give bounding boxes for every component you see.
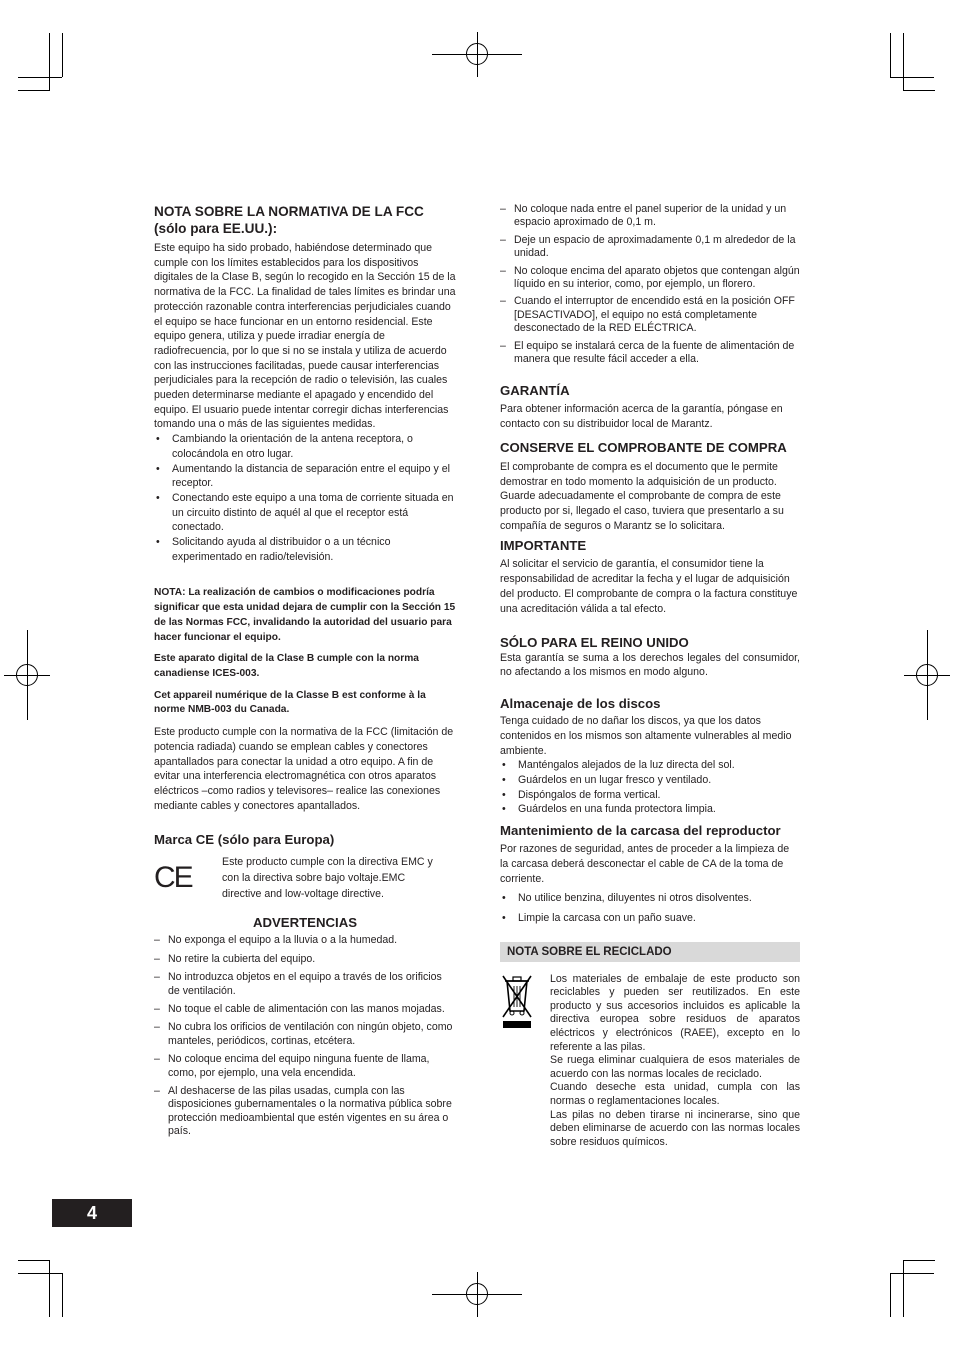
ce-block <box>154 854 456 902</box>
importante-text: Al solicitar el servicio de garantía, el consumidor tiene la responsabilidad de acreditar la fecha y el lugar de adquisición del producto. El comprobante de compra o la factura constituye una acreditación válida a tal efecto. <box>500 558 798 615</box>
discos-title: Almacenaje de los discos <box>500 696 661 712</box>
reciclado-text-3: Cuando deseche esta unidad, cumpla con las normas o reglamentaciones locales. <box>550 1081 800 1107</box>
reciclado-block <box>500 973 800 1150</box>
reino-text: Esta garantía se suma a los derechos legales del consumidor, no afectando a los mismos en modo alguno. <box>500 652 800 679</box>
reino-title: SÓLO PARA EL REINO UNIDO <box>500 635 689 651</box>
list-item: – No exponga el equipo a la lluvia o a la humedad. <box>154 934 456 947</box>
reciclado-title: NOTA SOBRE EL RECICLADO <box>500 942 800 962</box>
page-number: 4 <box>52 1199 132 1227</box>
fcc-ices: Este aparato digital de la Clase B cumple con la norma canadiense ICES-003. <box>154 653 419 679</box>
weee-bin-icon <box>500 973 550 1150</box>
reciclado-text-1: Los materiales de embalaje de este producto son reciclables y pueden ser reutilizados. En este producto y sus accesorios incluidos es aplicable la directiva europea sobre residuos de aparatos eléctricos y electrónicos (RAEE), excepto en lo referente a las pilas. <box>550 972 800 1053</box>
list-item: • Manténgalos alejados de la luz directa del sol. <box>500 758 800 773</box>
list-item: – No introduzca objetos en el equipo a través de los orificios de ventilación. <box>154 971 456 998</box>
list-item: • No utilice benzina, diluyentes ni otros disolventes. <box>500 891 800 906</box>
carcasa-title: Mantenimiento de la carcasa del reproductor <box>500 823 781 839</box>
list-item: – No toque el cable de alimentación con las manos mojadas. <box>154 1003 456 1016</box>
advertencias-list <box>154 934 456 1138</box>
right-column <box>500 203 800 1149</box>
list-item: – El equipo se instalará cerca de la fuente de alimentación de manera que resulte fácil acceder a ella. <box>500 340 800 367</box>
discos-text: Tenga cuidado de no dañar los discos, ya que los datos contenidos en los mismos son altamente vulnerables al medio ambiente. <box>500 715 792 757</box>
carcasa-text: Por razones de seguridad, antes de proceder a la limpieza de la carcasa deberá desconectar el cable de CA de la toma de corriente. <box>500 843 790 885</box>
list-item: • Limpie la carcasa con un paño suave. <box>500 911 800 926</box>
list-item: – No coloque encima del aparato objetos que contengan algún líquido en su interior, como, por ejemplo, un florero. <box>500 265 800 292</box>
list-item: – No cubra los orificios de ventilación con ningún objeto, como manteles, periódicos, cortinas, etcétera. <box>154 1021 456 1048</box>
reciclado-text-2: Se ruega eliminar cualquiera de esos materiales de acuerdo con las normas locales de reciclado. <box>550 1054 800 1080</box>
fcc-bullets <box>154 432 456 564</box>
list-item: • Aumentando la distancia de separación entre el equipo y el receptor. <box>154 462 456 491</box>
advertencias-title: ADVERTENCIAS <box>252 915 358 931</box>
ce-logo-icon: CE <box>154 861 192 895</box>
reciclado-texts <box>550 973 800 1150</box>
fcc-title: NOTA SOBRE LA NORMATIVA DE LA FCC (sólo para EE.UU.): <box>154 204 424 236</box>
ce-text: Este producto cumple con la directiva EMC y con la directiva sobre bajo voltaje.EMC directive and low-voltage directive. <box>222 856 433 901</box>
list-item: – Cuando el interruptor de encendido está en la posición OFF [DESACTIVADO], el equipo no está completamente desconectado de la RED ELÉCTRICA. <box>500 295 800 335</box>
advertencias-list-cont <box>500 203 800 366</box>
left-column <box>154 203 456 1139</box>
fcc-nota: NOTA: La realización de cambios o modificaciones podría significar que esta unidad dejara de cumplir con la Sección 15 de las Normas FCC, invalidando la autoridad del usuario para hacer funcionar el equipo. <box>154 587 456 643</box>
garantia-title: GARANTÍA <box>500 383 570 399</box>
list-item: • Conectando este equipo a una toma de corriente situada en un circuito distinto de aquél al que el receptor está conectado. <box>154 491 456 535</box>
list-item: – Al deshacerse de las pilas usadas, cumpla con las disposiciones gubernamentales o la normativa pública sobre protección medioambiental que estén vigentes en su área o país. <box>154 1085 456 1139</box>
list-item: – No coloque nada entre el panel superior de la unidad y un espacio aproximado de 0,1 m. <box>500 203 800 230</box>
list-item: – Deje un espacio de aproximadamente 0,1 m alrededor de la unidad. <box>500 234 800 261</box>
reciclado-text-4: Las pilas no deben tirarse ni incinerarse, sino que deben eliminarse de acuerdo con las normas locales sobre residuos químicos. <box>550 1108 800 1148</box>
conserve-text: El comprobante de compra es el documento que le permite demostrar en todo momento la adquisición de un producto. Guarde adecuadamente el comprobante de compra de este producto por si, llegado el caso, tuviera que presentarlo a su compañía de seguros o Marantz se lo solicitara. <box>500 460 784 532</box>
carcasa-bullets <box>500 891 800 925</box>
list-item: • Cambiando la orientación de la antena receptora, o colocándola en otro lugar. <box>154 432 456 461</box>
fcc-nmb: Cet appareil numérique de la Classe B est conforme à la norme NMB-003 du Canada. <box>154 689 426 716</box>
garantia-text: Para obtener información acerca de la garantía, póngase en contacto con su distribuidor local de Marantz. <box>500 403 783 431</box>
importante-title: IMPORTANTE <box>500 538 587 554</box>
fcc-intro: Este equipo ha sido probado, habiéndose determinado que cumple con los límites establecidos para los dispositivos digitales de la Clase B, según lo recogido en la Sección 15 de la normativa de la FCC. La finalidad de tales límites es brindar una protección razonable contra interferencias perjudiciales cuando el equipo se hace funcionar en un entorno residencial. Este equipo genera, utiliza y puede irradiar energía de radiofrecuencia, por lo que si no se instala y utiliza de acuerdo con las instrucciones facilitadas, puede causar interferencias perjudiciales para la recepción de radio o televisión, las cuales pueden determinarse mediante el apagado y encendido del equipo. El usuario puede intentar corregir dichas interferencias tomando una o más de las siguientes medidas. <box>154 242 456 431</box>
discos-bullets <box>500 758 800 817</box>
list-item: • Dispóngalos de forma vertical. <box>500 788 800 803</box>
conserve-title: CONSERVE EL COMPROBANTE DE COMPRA <box>500 439 787 455</box>
list-item: • Solicitando ayuda al distribuidor o a un técnico experimentado en radio/televisión. <box>154 535 456 564</box>
list-item: – No coloque encima del equipo ninguna fuente de llama, como, por ejemplo, una vela encendida. <box>154 1053 456 1080</box>
fcc-limit: Este producto cumple con la normativa de la FCC (limitación de potencia radiada) cuando se emplean cables y conectores apantallados para conectar la unidad a otro equipo. A fin de evitar una interferencia electromagnética con otros aparatos eléctricos –como radios y televisores– realice las conexiones mediante cables y conectores apantallados. <box>154 726 454 812</box>
list-item: • Guárdelos en una funda protectora limpia. <box>500 802 800 817</box>
list-item: • Guárdelos en un lugar fresco y ventilado. <box>500 773 800 788</box>
ce-title: Marca CE (sólo para Europa) <box>154 832 335 848</box>
list-item: – No retire la cubierta del equipo. <box>154 953 456 966</box>
